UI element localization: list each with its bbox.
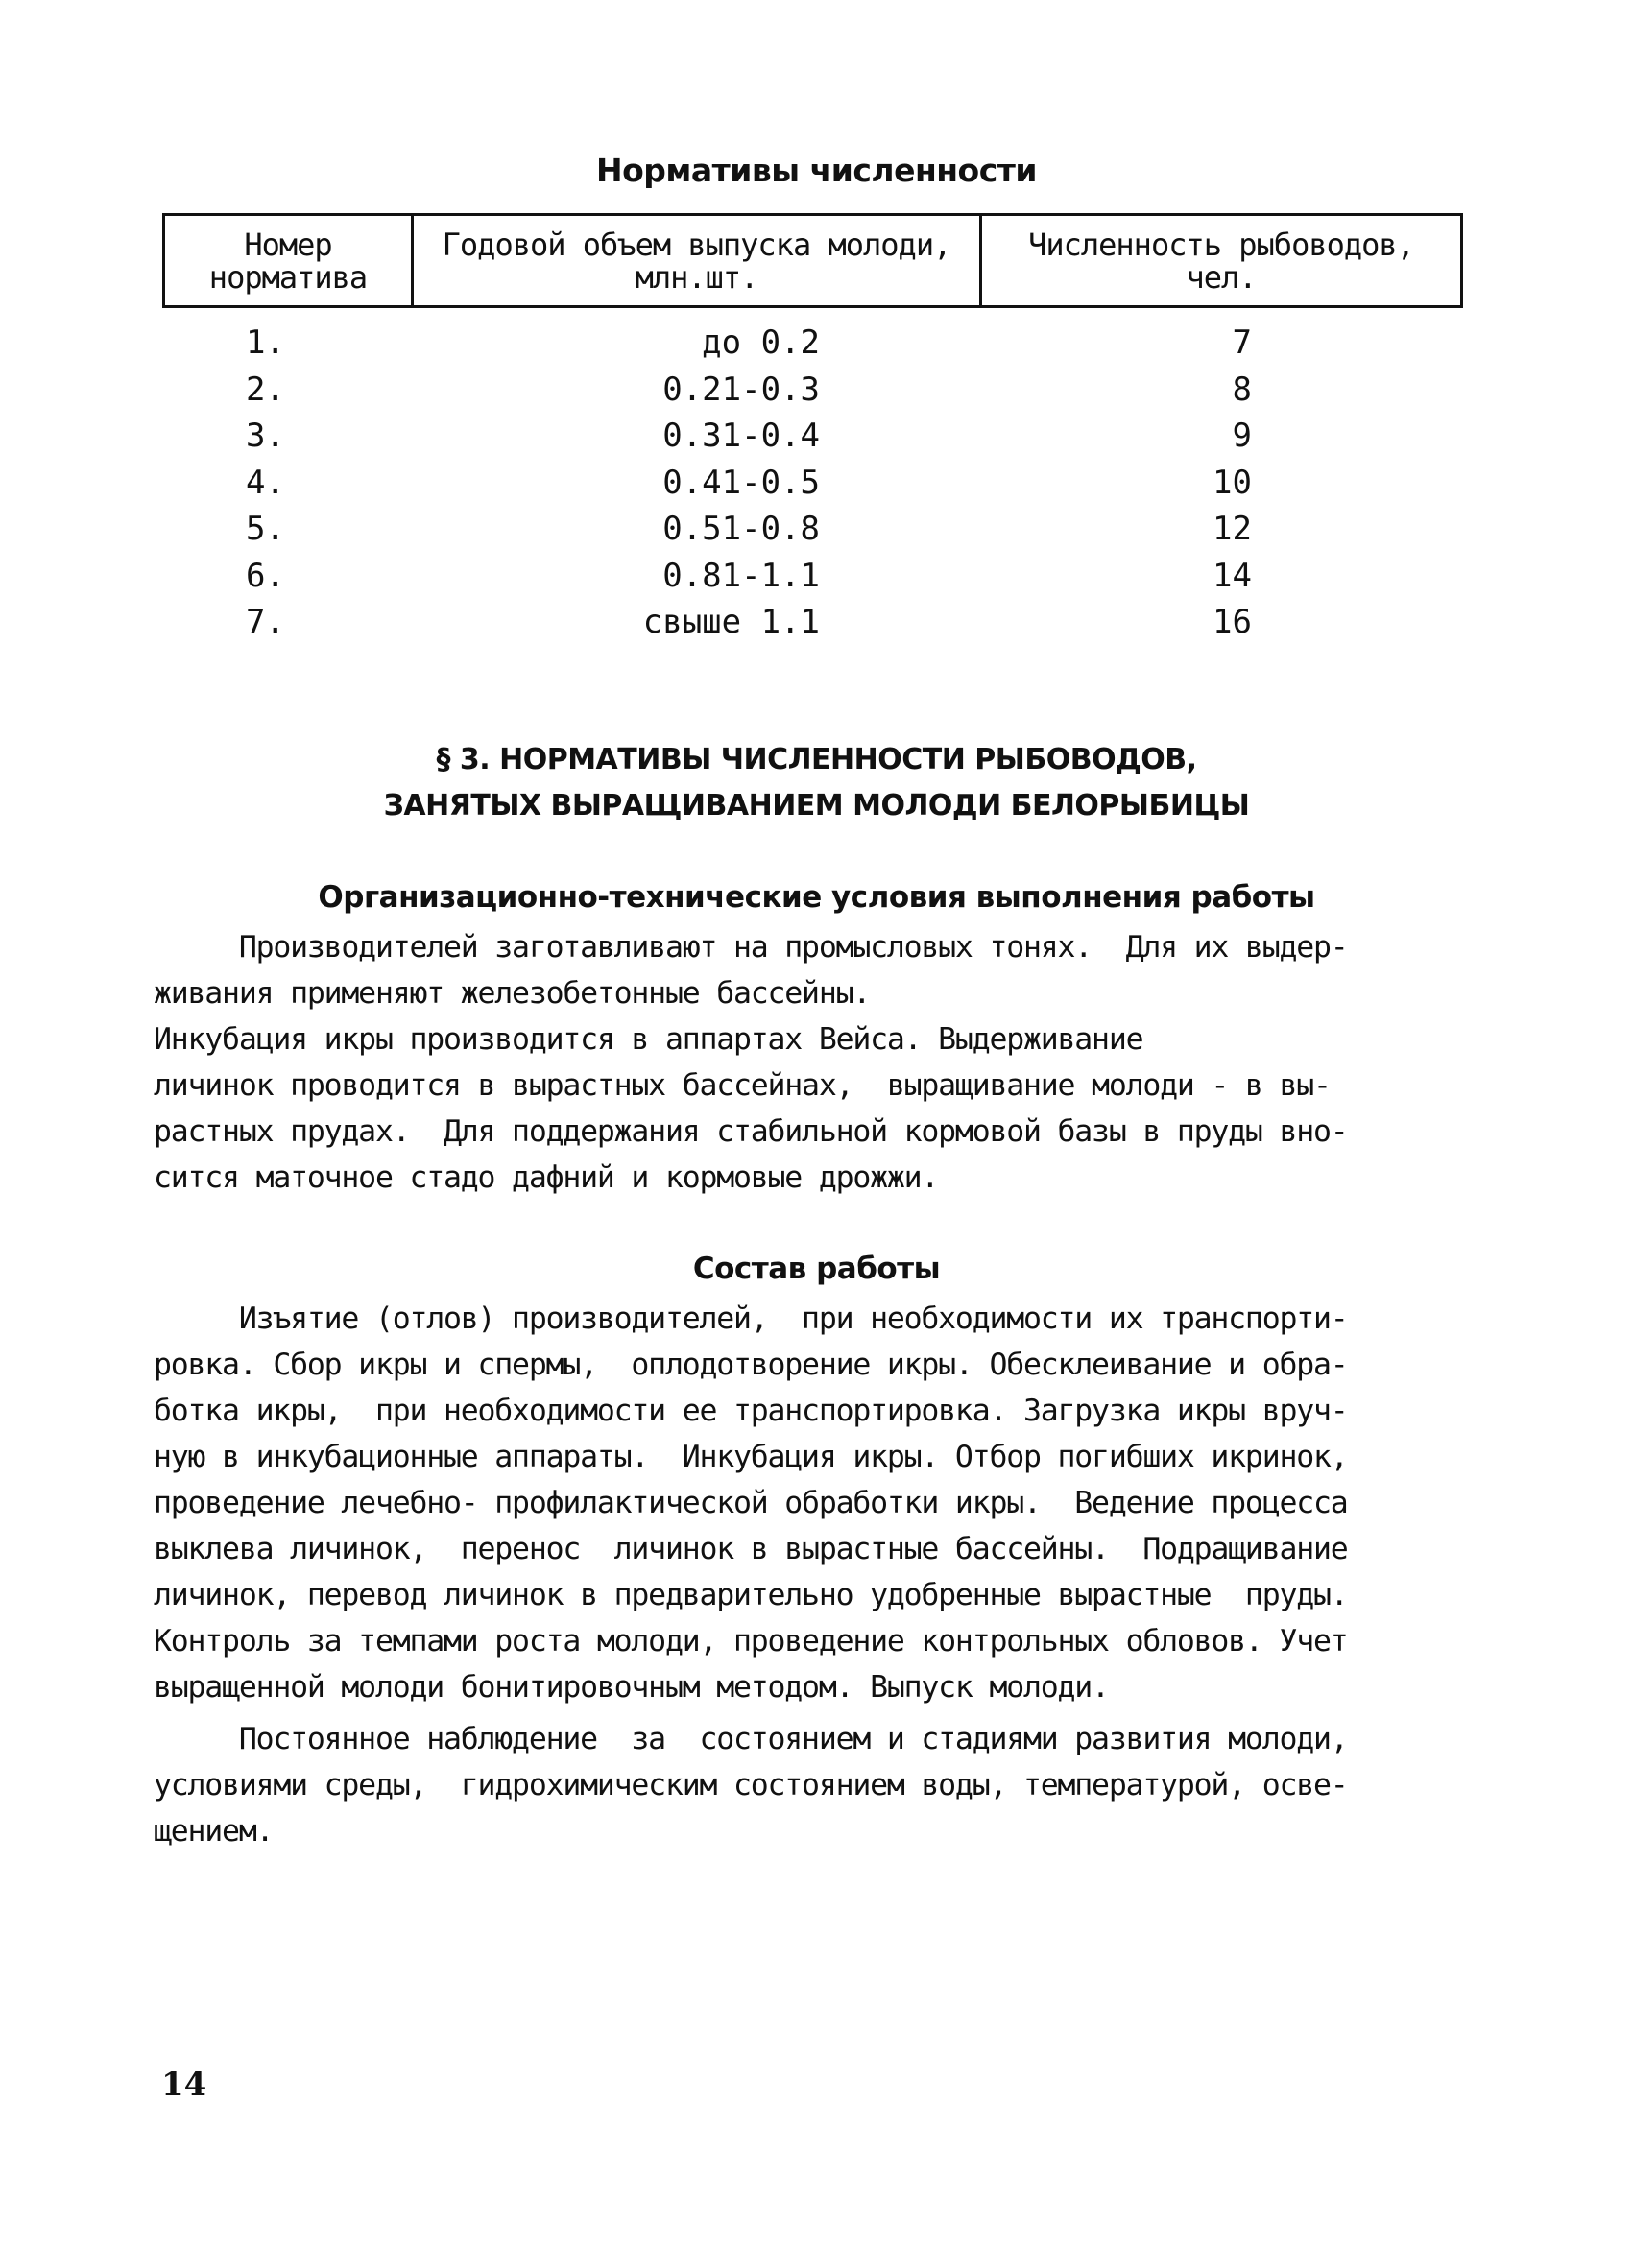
text-line: Постоянное наблюдение за состоянием и стадиями развития молоди,: [154, 1722, 1348, 1756]
text-line: личинок проводится в вырастных бассейнах, выращивание молоди - в вы-: [154, 1068, 1331, 1103]
text-line: Изъятие (отлов) производителей, при необходимости их транспорти-: [154, 1301, 1348, 1336]
row-volume: 0.21-0.3: [662, 370, 820, 409]
text-line: Контроль за темпами роста молоди, проведение контрольных обловов. Учет: [154, 1624, 1348, 1659]
row-volume: 0.31-0.4: [662, 417, 820, 456]
text-line: Производителей заготавливают на промысловых тонях. Для их выдер-: [154, 930, 1348, 965]
table-row: [162, 367, 1463, 414]
header-staff-line2: чел.: [1186, 258, 1257, 296]
observation-paragraph: [154, 1716, 1478, 1854]
header-number: [165, 216, 411, 305]
table-row: [162, 506, 1463, 553]
section-heading-line1: § 3. НОРМАТИВЫ ЧИСЛЕННОСТИ РЫБОВОДОВ,: [436, 743, 1197, 776]
header-volume: [411, 216, 979, 305]
text-line: растных прудах. Для поддержания стабильной кормовой базы в пруды вно-: [154, 1114, 1348, 1149]
row-staff: 7: [1232, 323, 1252, 363]
text-line: выклева личинок, перенос личинок в вырастные бассейны. Подращивание: [154, 1532, 1348, 1566]
header-number-line1: Номер: [244, 226, 332, 263]
row-number: 1.: [246, 323, 285, 363]
text-line: личинок, перевод личинок в предварительно удобренные вырастные пруды.: [154, 1578, 1348, 1612]
row-number: 6.: [246, 556, 285, 595]
section-heading-line2: ЗАНЯТЫХ ВЫРАЩИВАНИЕМ МОЛОДИ БЕЛОРЫБИЦЫ: [383, 789, 1250, 823]
table-row: [162, 320, 1463, 367]
text-line: выращенной молоди бонитировочным методом. Выпуск молоди.: [154, 1670, 1109, 1705]
table-row: [162, 599, 1463, 646]
header-number-line2: норматива: [208, 258, 368, 296]
row-staff: 16: [1213, 603, 1252, 642]
text-line: Инкубация икры производится в аппартах Вейса. Выдерживание: [154, 1022, 1143, 1057]
text-line: проведение лечебно- профилактической обработки икры. Ведение процесса: [154, 1486, 1348, 1520]
text-line: ботка икры, при необходимости ее транспортировка. Загрузка икры вруч-: [154, 1394, 1348, 1428]
row-number: 3.: [246, 417, 285, 456]
table-row: [162, 460, 1463, 507]
text-line: сится маточное стадо дафний и кормовые дрожжи.: [154, 1160, 939, 1195]
work-paragraph: [154, 1296, 1478, 1710]
conditions-paragraph: [154, 924, 1478, 1201]
conditions-heading: Организационно-технические условия выполнения работы: [318, 880, 1315, 915]
table-body: [162, 320, 1463, 646]
row-staff: 8: [1232, 370, 1252, 409]
text-line: ную в инкубационные аппараты. Инкубация икры. Отбор погибших икринок,: [154, 1440, 1348, 1474]
table-header: [162, 213, 1463, 308]
row-staff: 10: [1213, 463, 1252, 502]
header-volume-line1: Годовой объем выпуска молоди,: [442, 226, 951, 263]
text-line: щением.: [154, 1814, 274, 1849]
row-volume: 0.41-0.5: [662, 463, 820, 502]
row-staff: 9: [1232, 417, 1252, 456]
row-number: 7.: [246, 603, 285, 642]
row-volume: 0.81-1.1: [662, 556, 820, 595]
work-heading: Состав работы: [692, 1252, 941, 1286]
table-row: [162, 413, 1463, 460]
page-number: 14: [161, 2065, 207, 2104]
section-heading: [0, 737, 1633, 829]
row-volume: до 0.2: [702, 323, 820, 363]
row-volume: свыше 1.1: [642, 603, 820, 642]
row-number: 5.: [246, 510, 285, 549]
text-line: условиями среды, гидрохимическим состоянием воды, температурой, осве-: [154, 1768, 1348, 1802]
header-volume-line2: млн.шт.: [635, 258, 758, 296]
row-number: 4.: [246, 463, 285, 502]
row-staff: 14: [1213, 556, 1252, 595]
row-number: 2.: [246, 370, 285, 409]
text-line: живания применяют железобетонные бассейны.: [154, 976, 871, 1011]
text-line: ровка. Сбор икры и спермы, оплодотворение икры. Обесклеивание и обра-: [154, 1348, 1348, 1382]
table-title: Нормативы численности: [595, 152, 1038, 189]
row-volume: 0.51-0.8: [662, 510, 820, 549]
row-staff: 12: [1213, 510, 1252, 549]
header-staff: [979, 216, 1460, 305]
table-row: [162, 553, 1463, 600]
header-staff-line1: Численность рыбоводов,: [1028, 226, 1414, 263]
